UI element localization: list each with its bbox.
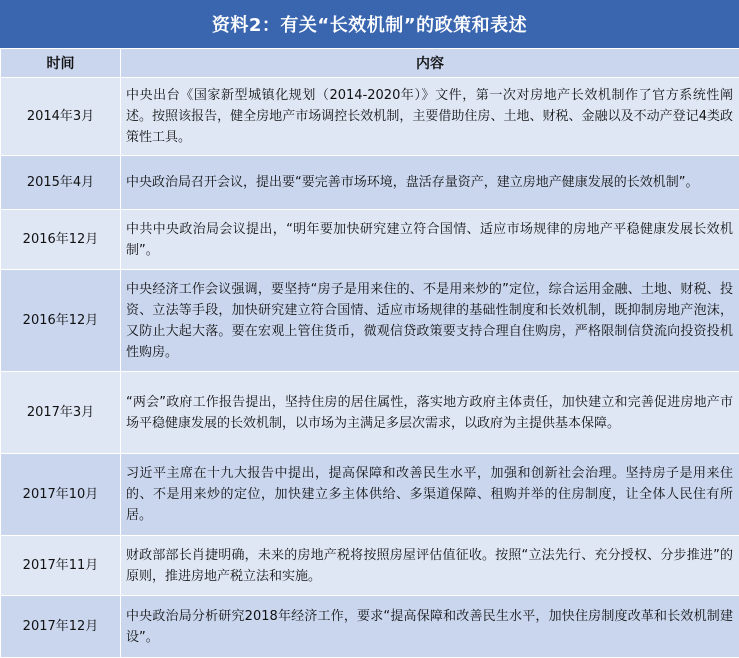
row-time: 2016年12月 — [1, 270, 121, 372]
row-content: 财政部部长肖捷明确，未来的房地产税将按照房屋评估值征收。按照“立法先行、充分授权、分步推进”的原则，推进房地产税立法和实施。 — [121, 536, 739, 596]
table-row — [1, 156, 739, 210]
header-time: 时间 — [1, 49, 121, 78]
table-row — [1, 78, 739, 156]
table-header-row — [1, 49, 739, 78]
policy-table — [0, 48, 739, 658]
table-row — [1, 372, 739, 454]
row-content: “两会”政府工作报告提出，坚持住房的居住属性，落实地方政府主体责任，加快建立和完善促进房地产市场平稳健康发展的长效机制，以市场为主满足多层次需求，以政府为主提供基本保障。 — [121, 372, 739, 454]
row-time: 2016年12月 — [1, 210, 121, 270]
row-time: 2017年3月 — [1, 372, 121, 454]
row-time: 2017年11月 — [1, 536, 121, 596]
row-content: 中央政治局召开会议，提出要“要完善市场环境，盘活存量资产，建立房地产健康发展的长效机制”。 — [121, 156, 739, 210]
row-content: 中央经济工作会议强调，要坚持“房子是用来住的、不是用来炒的”定位，综合运用金融、土地、财税、投资、立法等手段，加快研究建立符合国情、适应市场规律的基础性制度和长效机制，既抑制房地产泡沫，又防止大起大落。要在宏观上管住货币，微观信贷政策要支持合理自住购房，严格限制信贷流向投资投机性购房。 — [121, 270, 739, 372]
header-content: 内容 — [121, 49, 739, 78]
row-time: 2015年4月 — [1, 156, 121, 210]
table-row — [1, 270, 739, 372]
table-row — [1, 454, 739, 536]
row-content: 习近平主席在十九大报告中提出，提高保障和改善民生水平，加强和创新社会治理。坚持房子是用来住的、不是用来炒的定位，加快建立多主体供给、多渠道保障、租购并举的住房制度，让全体人民住有所居。 — [121, 454, 739, 536]
row-time: 2017年12月 — [1, 596, 121, 658]
row-time: 2014年3月 — [1, 78, 121, 156]
table-row — [1, 596, 739, 658]
table-row — [1, 536, 739, 596]
row-content: 中央出台《国家新型城镇化规划（2014-2020年）》文件，第一次对房地产长效机制作了官方系统性阐述。按照该报告，健全房地产市场调控长效机制，主要借助住房、土地、财税、金融以及不动产登记4类政策性工具。 — [121, 78, 739, 156]
table-row — [1, 210, 739, 270]
row-time: 2017年10月 — [1, 454, 121, 536]
row-content: 中共中央政治局会议提出，“明年要加快研究建立符合国情、适应市场规律的房地产平稳健康发展长效机制”。 — [121, 210, 739, 270]
row-content: 中央政治局分析研究2018年经济工作，要求“提高保障和改善民生水平，加快住房制度改革和长效机制建设”。 — [121, 596, 739, 658]
document-title: 资料2：有关“长效机制”的政策和表述 — [0, 0, 739, 48]
